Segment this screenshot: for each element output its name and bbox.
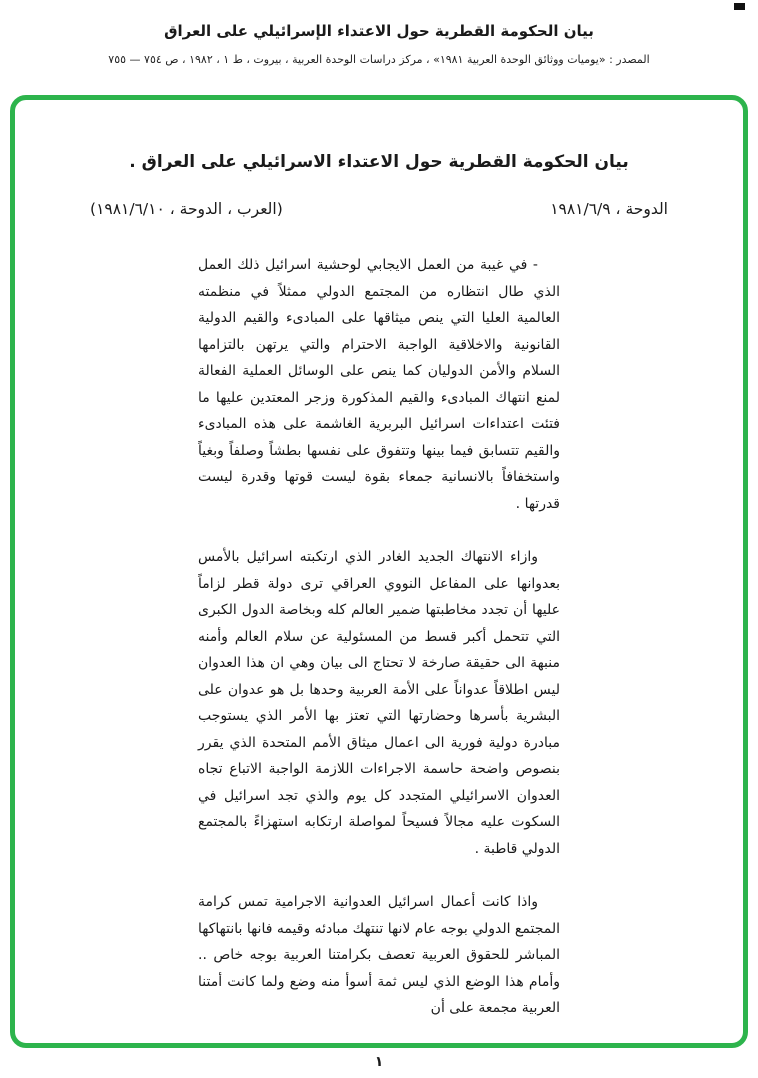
- document-title: بيان الحكومة القطرية حول الاعتداء الاسرائيلي على العراق .: [129, 152, 629, 172]
- dateline-place-date: الدوحة ، ١٩٨١/٦/٩: [550, 200, 668, 218]
- document-content: [15, 100, 743, 1022]
- paragraph: - في غيبة من العمل الايجابي لوحشية اسرائيل ذلك العمل الذي طال انتظاره من المجتمع الدولي ممثلاً في منظمته العالمية العليا التي ينص ميثاقها على المبادىء والقيم الدولية القانونية والاخلاقية الواجبة الاحترام والتي يرتهن بالتزامها السلام والأمن الدوليان كما ينص على الوسائل العملية الفعالة لمنع انتهاك المبادىء والقيم المذكورة وزجر المعتدين عليها ما فتئت اعتداءات اسرائيل البربرية الغاشمة على هذه المبادىء والقيم تتسابق فيما بينها وتتفوق على نفسها بطشاً وصلفاً وبغياً واستخفافاً بالانسانية جمعاء بقوة ليست قوتها وقدرة ليست قدرتها .: [198, 257, 560, 512]
- source-citation: المصدر : «يوميات ووثائق الوحدة العربية ١٩٨١» ، مركز دراسات الوحدة العربية ، بيروت ، ط ١ ، ١٩٨٢ ، ص ٧٥٤ — ٧٥٥: [108, 53, 650, 66]
- paragraph: واذا كانت أعمال اسرائيل العدوانية الاجرامية تمس كرامة المجتمع الدولي بوجه عام لانها تنتهك مبادئه وقيمه فانها بانتهاكها المباشر للحقوق العربية تعصف بكرامتنا العربية بوجه خاص .. وأمام هذا الوضع الذي ليس ثمة أسوأ منه وضع ولما كانت أمتنا العربية مجمعة على أن: [198, 894, 560, 1016]
- dateline-row: [90, 200, 668, 218]
- paragraph: وازاء الانتهاك الجديد الغادر الذي ارتكبته اسرائيل بالأمس بعدوانها على المفاعل النووي العراقي ترى دولة قطر لزاماً عليها أن تجدد مخاطبتها ضمير العالم كله وبخاصة الدول الكبرى التي تتحمل أكبر قسط من المسئولية عن سلام العالم وأمنه منبهة الى حقيقة صارخة لا تحتاج الى بيان وهي ان هذا العدوان ليس اطلاقاً عدواناً على الأمة العربية وحدها بل هو عدوان على البشرية بأسرها وحضارتها التي تعتز بها الأمر الذي يستوجب مبادرة دولية فورية الى اعمال ميثاق الأمم المتحدة الذي يقرر بنصوص واضحة حاسمة الاجراءات اللازمة الواجبة الاتباع تجاه العدوان الاسرائيلي المتجدد كل يوم والذي تجد اسرائيل في السكوت عليه مجالاً فسيحاً لمواصلة ارتكابه استهزاءً بالمجتمع الدولي قاطبة .: [198, 549, 560, 857]
- document-body: [198, 252, 560, 1022]
- scan-corner-mark: [734, 3, 745, 10]
- page-number: ١: [374, 1054, 384, 1070]
- document-frame: [10, 95, 748, 1048]
- page-header: [0, 0, 758, 66]
- dateline-source-ref: (العرب ، الدوحة ، ١٩٨١/٦/١٠): [90, 200, 283, 218]
- page-header-title: بيان الحكومة القطرية حول الاعتداء الإسرائيلي على العراق: [164, 22, 594, 40]
